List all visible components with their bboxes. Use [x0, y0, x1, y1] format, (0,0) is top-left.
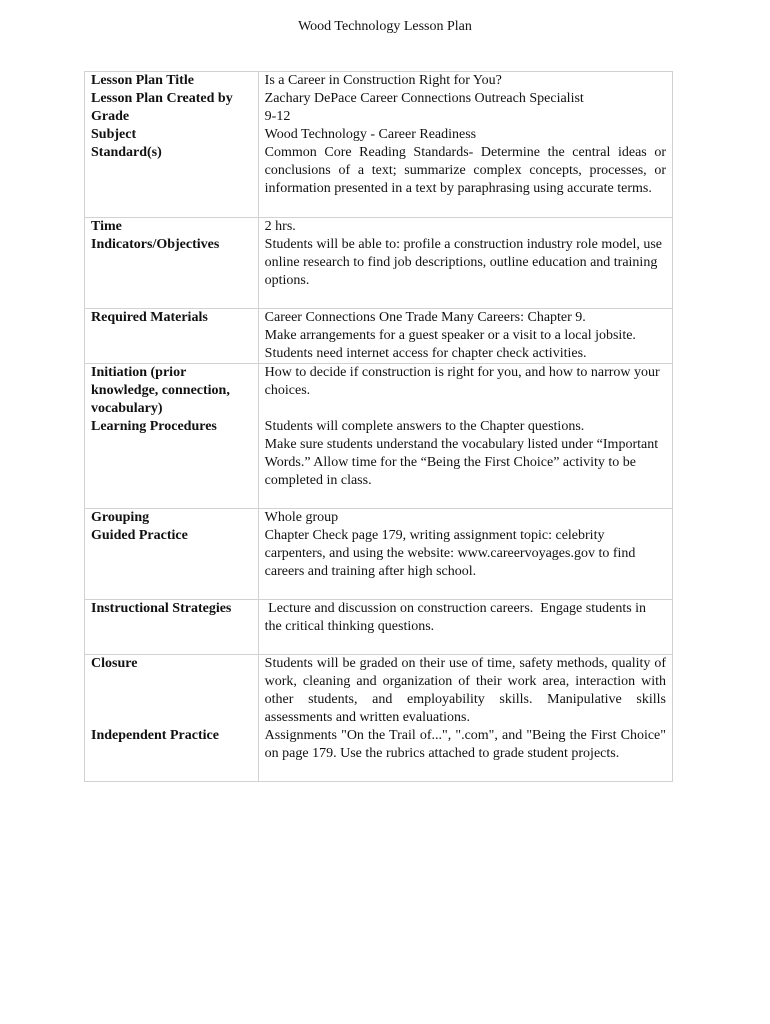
value-cell: [258, 72, 672, 218]
value-materials-1: Career Connections One Trade Many Careers: Chapter 9.: [264, 310, 586, 325]
value-materials-3: Students need internet access for chapter check activities.: [264, 346, 587, 361]
label-closure: Closure: [91, 656, 138, 671]
table-row: [85, 655, 673, 782]
value-cell: [258, 364, 672, 509]
label-required-materials: Required Materials: [91, 310, 208, 325]
label-instructional-strategies: Instructional Strategies: [91, 601, 232, 616]
value-cell: [258, 655, 672, 782]
label-learning-procedures: Learning Procedures: [91, 419, 217, 434]
label-time: Time: [91, 219, 122, 234]
label-initiation: Initiation (prior knowledge, connection, vocabulary): [91, 365, 230, 416]
value-initiation: How to decide if construction is right for you, and how to narrow your choices.: [264, 365, 660, 398]
label-standards: Standard(s): [91, 145, 162, 160]
label-grouping: Grouping: [91, 510, 150, 525]
label-guided-practice: Guided Practice: [91, 528, 188, 543]
label-cell: [85, 364, 259, 509]
value-lesson-plan-title: Is a Career in Construction Right for You?: [264, 73, 502, 88]
value-cell: [258, 218, 672, 309]
lesson-plan-table: [84, 71, 673, 782]
table-row: [85, 509, 673, 600]
label-subject: Subject: [91, 127, 137, 142]
table-row: [85, 218, 673, 309]
value-closure: Students will be graded on their use of time, safety methods, quality of work, cleaning and organization of their work area, interaction with other students, and employability skills. Manipulative skills assessments and written evaluations.: [264, 656, 666, 725]
table-row: [85, 309, 673, 364]
label-lesson-plan-title: Lesson Plan Title: [91, 73, 194, 88]
label-independent-practice: Independent Practice: [91, 728, 219, 743]
value-indicators-objectives: Students will be able to: profile a construction industry role model, use online research to find job descriptions, outline education and training options.: [264, 237, 663, 288]
label-cell: [85, 655, 259, 782]
value-standards: Common Core Reading Standards- Determine the central ideas or conclusions of a text; summarize complex concepts, processes, or information presented in a text by paraphrasing using accurate terms.: [264, 145, 666, 196]
table-row: [85, 600, 673, 655]
label-grade: Grade: [91, 109, 130, 124]
value-procedures-1: Students will complete answers to the Chapter questions.: [264, 419, 585, 434]
label-indicators-objectives: Indicators/Objectives: [91, 237, 220, 252]
label-cell: [85, 72, 259, 218]
page-title: Wood Technology Lesson Plan: [298, 19, 472, 34]
value-grade: 9-12: [264, 109, 291, 124]
value-grouping: Whole group: [264, 510, 339, 525]
value-procedures-2: Make sure students understand the vocabulary listed under “Important Words.” Allow time for the “Being the First Choice” activity to be completed in class.: [264, 437, 659, 488]
value-instructional-strategies: Lecture and discussion on construction careers. Engage students in the critical thinking questions.: [264, 601, 650, 634]
label-cell: [85, 600, 259, 655]
value-subject: Wood Technology - Career Readiness: [264, 127, 477, 142]
value-guided-practice: Chapter Check page 179, writing assignment topic: celebrity carpenters, and using the website: www.careervoyages.gov to find careers and training after high school.: [264, 528, 636, 579]
label-cell: [85, 218, 259, 309]
value-cell: [258, 509, 672, 600]
value-independent-practice: Assignments "On the Trail of...", ".com", and "Being the First Choice" on page 179. Use the rubrics attached to grade student projects.: [264, 728, 666, 761]
value-cell: [258, 600, 672, 655]
table-row: [85, 72, 673, 218]
value-cell: [258, 309, 672, 364]
label-cell: [85, 509, 259, 600]
table-row: [85, 364, 673, 509]
value-materials-2: Make arrangements for a guest speaker or a visit to a local jobsite.: [264, 328, 636, 343]
value-time: 2 hrs.: [264, 219, 296, 234]
label-created-by: Lesson Plan Created by: [91, 91, 233, 106]
label-cell: [85, 309, 259, 364]
value-created-by: Zachary DePace Career Connections Outreach Specialist: [264, 91, 584, 106]
